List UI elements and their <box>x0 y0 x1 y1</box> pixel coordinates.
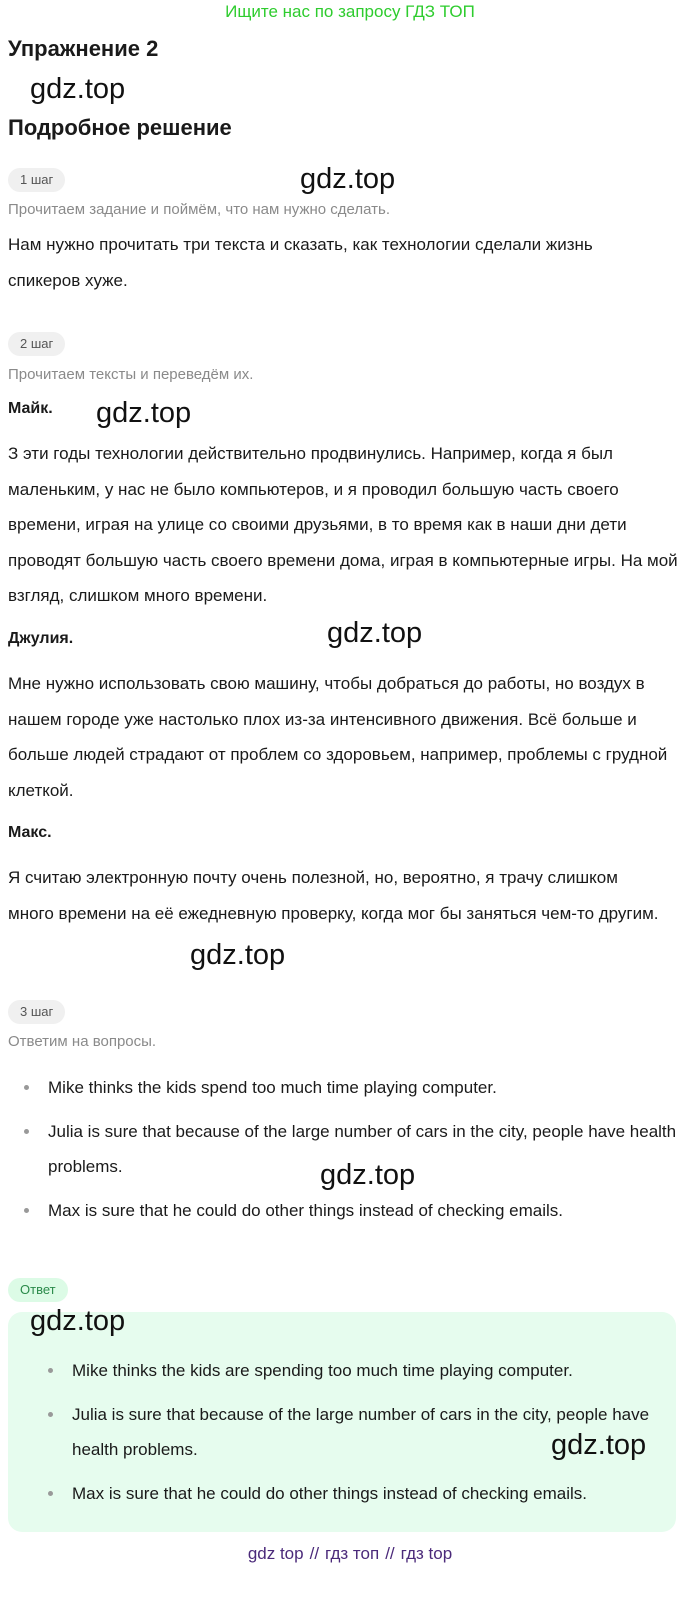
bullet-dot-icon <box>48 1412 53 1417</box>
list-item-text: Mike thinks the kids are spending too much time playing computer. <box>72 1361 573 1380</box>
solution-title: Подробное решение <box>8 115 232 140</box>
exercise-title: Упражнение 2 <box>8 36 159 61</box>
step-2-badge: 2 шаг <box>8 332 65 356</box>
step-1-badge: 1 шаг <box>8 168 65 192</box>
step-3-hint: Ответим на вопросы. <box>8 1033 157 1050</box>
section-name-max: Макс. <box>8 824 52 841</box>
watermark: gdz.top <box>320 1159 416 1191</box>
search-banner[interactable]: Ищите нас по запросу ГДЗ ТОП <box>225 2 475 21</box>
list-item-text: Max is sure that he could do other things instead of checking emails. <box>48 1201 564 1220</box>
section-text-julia: Мне нужно использовать свою машину, чтобы добраться до работы, но воздух в нашем городе уже настолько плох из-за интенсивного движения. Всё больше и больше людей страдают от проблем со здоровьем, например, проблемы с грудной клеткой. <box>8 674 668 800</box>
step-1-text: Нам нужно прочитать три текста и сказать, как технологии сделали жизнь спикеров хуже. <box>8 235 593 290</box>
footer-separator: // <box>385 1544 395 1563</box>
list-item-text: Mike thinks the kids spend too much time playing computer. <box>48 1078 497 1097</box>
section-name-julia: Джулия. <box>8 630 74 647</box>
footer-link[interactable]: гдз top <box>400 1544 453 1563</box>
list-item <box>48 1070 678 1105</box>
watermark: gdz.top <box>551 1429 647 1461</box>
list-item-text: Max is sure that he could do other things instead of checking emails. <box>72 1484 588 1503</box>
watermark: gdz.top <box>327 617 423 649</box>
bullet-dot-icon <box>48 1368 53 1373</box>
list-item-text: Julia is sure that because of the large number of cars in the city, people have health problems. <box>72 1405 650 1459</box>
answer-badge: Ответ <box>8 1278 68 1302</box>
bullet-dot-icon <box>48 1491 53 1496</box>
step-3-badge: 3 шаг <box>8 1000 65 1024</box>
watermark: gdz.top <box>96 397 192 429</box>
footer-link[interactable]: гдз топ <box>325 1544 380 1563</box>
bullet-dot-icon <box>24 1129 29 1134</box>
section-name-mike: Майк. <box>8 400 53 417</box>
watermark: gdz.top <box>300 163 396 195</box>
section-text-mike: З эти годы технологии действительно продвинулись. Например, когда я был маленьким, у нас не было компьютеров, и я проводил большую часть своего времени, играя на улице со своими друзьями, в то время как в наши дни дети проводят большую часть своего времени дома, играя в компьютерные игры. На мой взгляд, слишком много времени. <box>8 444 678 605</box>
bullet-dot-icon <box>24 1208 29 1213</box>
list-item <box>72 1476 662 1511</box>
footer-link[interactable]: gdz top <box>247 1544 304 1563</box>
step-3-list <box>48 1070 678 1228</box>
watermark: gdz.top <box>30 1305 126 1337</box>
footer-links <box>0 1543 700 1565</box>
step-2-hint: Прочитаем тексты и переведём их. <box>8 366 254 383</box>
footer-separator: // <box>309 1544 320 1563</box>
section-text-max: Я считаю электронную почту очень полезной, но, вероятно, я трачу слишком много времени на её ежедневную проверку, когда мог бы заняться чем-то другим. <box>8 868 659 923</box>
list-item <box>72 1353 662 1388</box>
list-item <box>48 1193 678 1228</box>
watermark: gdz.top <box>30 73 126 105</box>
list-item-text: Julia is sure that because of the large number of cars in the city, people have health problems. <box>48 1122 677 1176</box>
bullet-dot-icon <box>24 1085 29 1090</box>
watermark: gdz.top <box>190 939 286 971</box>
step-1-hint: Прочитаем задание и поймём, что нам нужно сделать. <box>8 201 391 218</box>
